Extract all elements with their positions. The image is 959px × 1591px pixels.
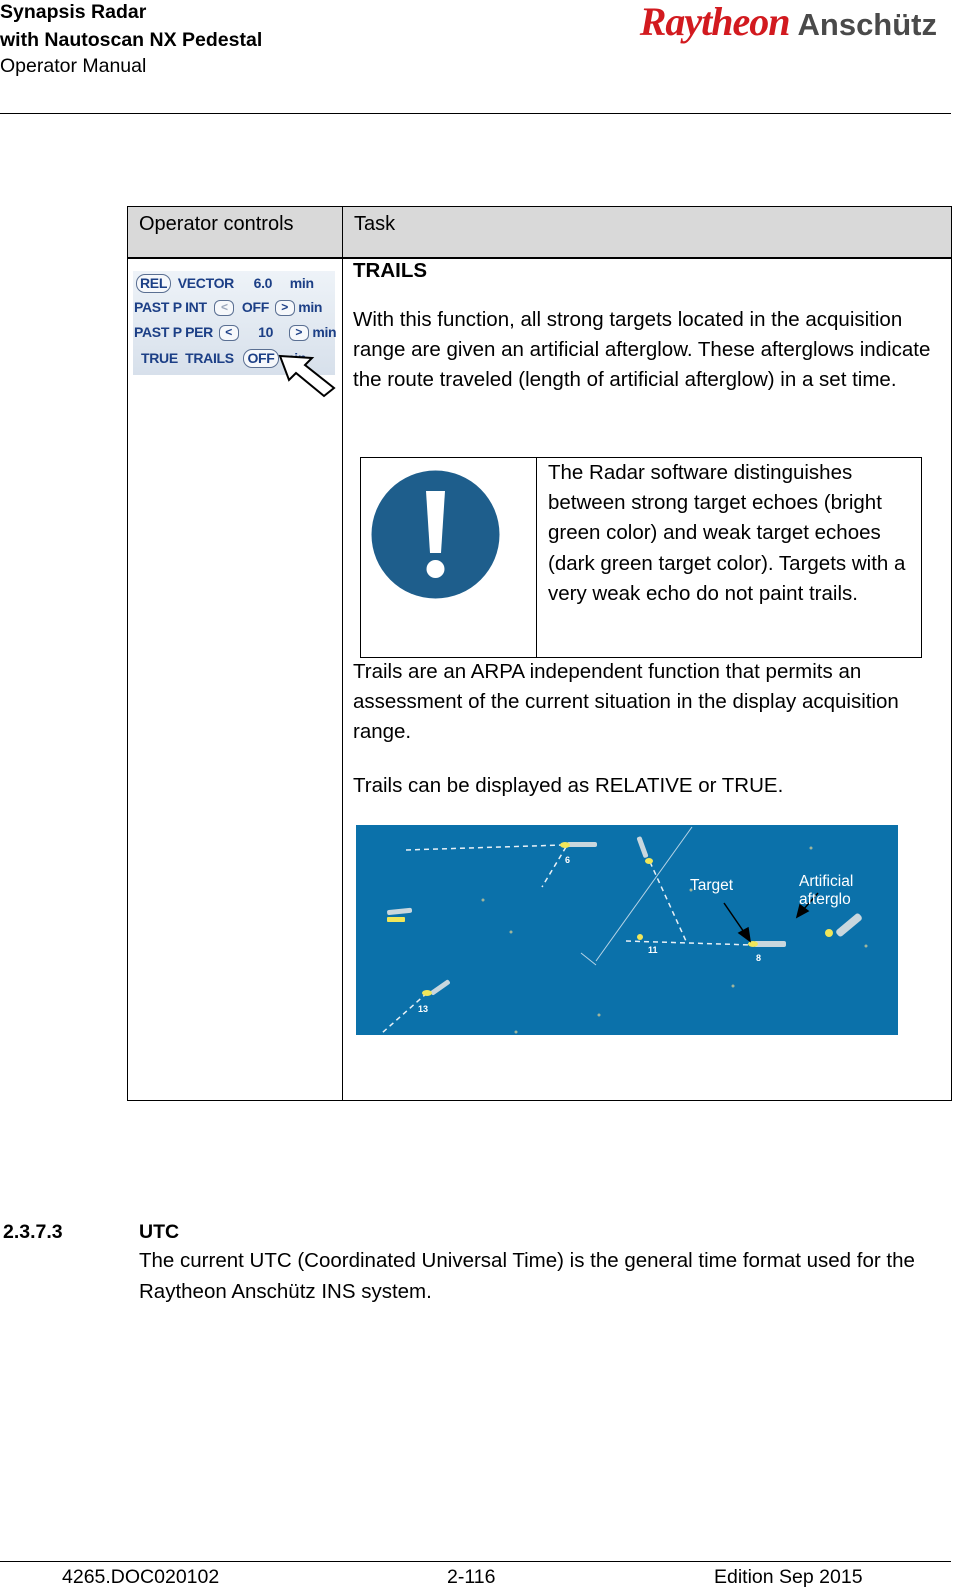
target-id-label: 11: [648, 945, 658, 955]
radar-trails-image: [356, 825, 898, 1035]
section-title: UTC: [139, 1221, 180, 1243]
logo-brand: Raytheon: [639, 0, 790, 44]
section-number: 2.3.7.3: [3, 1221, 63, 1243]
header-title-line1: Synapsis Radar: [0, 1, 147, 23]
trails-display-modes: Trails can be displayed as RELATIVE or TRUE.: [353, 774, 784, 797]
target-id-label: 8: [756, 953, 762, 963]
header-title-line2: with Nautoscan NX Pedestal: [0, 29, 263, 51]
target-label: Target: [690, 877, 734, 894]
increase-icon: >: [289, 325, 309, 341]
footer-rule: [0, 1561, 951, 1562]
panel-row-past-p-per: PAST P PER < 10 > min: [134, 324, 337, 340]
mandatory-action-icon: [370, 469, 501, 600]
raytheon-logo: [640, 0, 937, 46]
section-body: The current UTC (Coordinated Universal Time) is the general time format used for the Raytheon Anschütz INS system.: [139, 1249, 915, 1303]
afterglow-label-line1: Artificial: [799, 873, 854, 890]
note-box: [360, 457, 922, 658]
column-header-operator-controls: Operator controls: [139, 213, 294, 235]
task-title: TRAILS: [353, 259, 428, 282]
footer-page-number: 2-116: [447, 1566, 496, 1588]
increase-icon: >: [275, 300, 295, 316]
header-title-line3: Operator Manual: [0, 55, 147, 77]
afterglow-label-line2: afterglo: [799, 891, 851, 908]
target-id-label: 13: [418, 1004, 429, 1014]
panel-row-past-p-int: PAST P INT < OFF > min: [134, 299, 323, 315]
arpa-description: Trails are an ARPA independent function that permits an assessment of the current situation in the display acquisition range.: [353, 660, 899, 743]
note-text: The Radar software distinguishes between strong target echoes (bright green color) and weak target echoes (dark green target color). Targets with a very weak echo do not paint trails.: [548, 461, 906, 605]
panel-row-true-trails: TRUE TRAILS OFF: [133, 349, 306, 373]
target-id-label: 6: [565, 855, 571, 865]
logo-sub: Anschütz: [797, 7, 937, 42]
footer-doc-number: 4265.DOC020102: [62, 1566, 220, 1588]
footer-edition: Edition Sep 2015: [714, 1566, 863, 1588]
trails-description: With this function, all strong targets located in the acquisition range are given an artificial afterglow. These afterglows indicate the route traveled (length of artificial afterglow) in a set time.: [353, 308, 931, 391]
header-rule: [0, 113, 951, 114]
rel-button: REL: [136, 274, 171, 293]
trails-off-button: OFF: [243, 349, 278, 368]
table-column-divider: [342, 207, 343, 1100]
radar-scene: [356, 825, 898, 1035]
column-header-task: Task: [354, 213, 396, 235]
decrease-icon: <: [219, 325, 239, 341]
panel-row-vector: REL VECTOR 6.0 min: [133, 274, 314, 298]
decrease-icon: <: [214, 300, 234, 316]
pointer-arrow-icon: [274, 350, 340, 400]
note-divider: [536, 458, 537, 657]
